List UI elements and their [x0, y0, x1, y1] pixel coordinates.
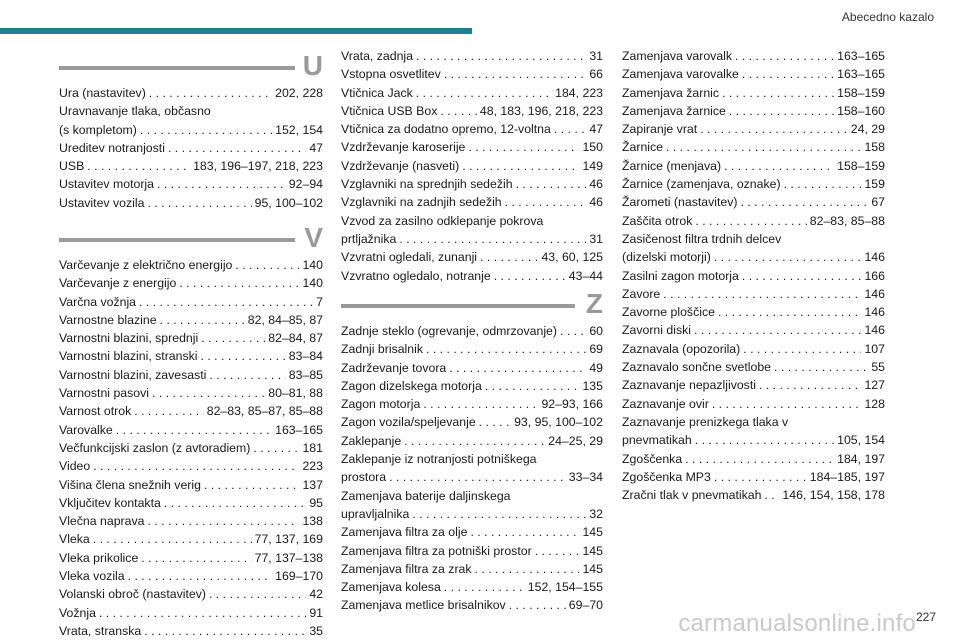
- index-entry: Zavorni diski . . . 146: [622, 321, 885, 339]
- index-entries: [341, 47, 603, 285]
- section-rule: [59, 238, 295, 242]
- index-entry: Zamenjava filtra za potniški prostor . . . 145: [341, 542, 603, 560]
- index-entry: Varčna vožnja . . . 7: [59, 293, 323, 311]
- section-heading-v: [59, 220, 323, 256]
- index-entry: Zaznavalo sončne svetlobe . . . 55: [622, 358, 885, 376]
- index-entry: Ura (nastavitev) . . . 202, 228: [59, 84, 323, 102]
- index-entry: Zamenjava filtra za olje . . . 145: [341, 523, 603, 541]
- index-entry: Zaznavanje nepazljivosti . . . 127: [622, 376, 885, 394]
- index-entry: Zgoščenka MP3 . . . 184–185, 197: [622, 468, 885, 486]
- index-section-u: [59, 48, 323, 212]
- index-entry: Video . . . 223: [59, 457, 323, 475]
- index-entry: Vzvratno ogledalo, notranje . . . 43–44: [341, 267, 603, 285]
- index-entries: [622, 47, 885, 504]
- index-entry: Zaznavanje ovir . . . 128: [622, 395, 885, 413]
- index-entry: Varnostne blazine . . . 82, 84–85, 87: [59, 311, 323, 329]
- index-entry: Vključitev kontakta . . . 95: [59, 494, 323, 512]
- section-heading-z: [341, 286, 603, 322]
- index-entry: Višina člena snežnih verig . . . 137: [59, 476, 323, 494]
- index-entry: Zavore . . . 146: [622, 285, 885, 303]
- index-entry: Zasilni zagon motorja . . . 166: [622, 267, 885, 285]
- index-entry: Zamenjava žarnice . . . 158–160: [622, 102, 885, 120]
- index-entry: Varčevanje z električno energijo . . . 140: [59, 256, 323, 274]
- index-entry: Vrata, zadnja . . . 31: [341, 47, 603, 65]
- page-number: 227: [915, 610, 936, 624]
- index-entry: Vzvod za zasilno odklepanje pokrova prtljažnika . . . 31: [341, 212, 603, 249]
- index-entry: Zamenjava žarnic . . . 158–159: [622, 84, 885, 102]
- index-entries: [59, 84, 323, 212]
- section-letter: Z: [585, 288, 603, 319]
- index-entry: Zračni tlak v pnevmatikah . . . 146, 154, 158, 178: [622, 486, 885, 504]
- index-entry: Zapiranje vrat . . . 24, 29: [622, 120, 885, 138]
- index-entry: Zagon dizelskega motorja . . . 135: [341, 377, 603, 395]
- index-entry: Zamenjava varovalk . . . 163–165: [622, 47, 885, 65]
- section-rule: [341, 304, 575, 308]
- section-heading-u: [59, 48, 323, 84]
- watermark: carmanualsonline.info: [678, 610, 916, 637]
- index-entry: Varnostni blazini, sprednji . . . 82–84, 87: [59, 329, 323, 347]
- header-accent-bar: [0, 28, 472, 34]
- index-entry: Vtičnica USB Box . . . 48, 183, 196, 218, 223: [341, 102, 603, 120]
- index-entry: Vleka . . . 77, 137, 169: [59, 530, 323, 548]
- index-entry: Varnostni blazini, stranski . . . 83–84: [59, 347, 323, 365]
- index-entry: Zamenjava filtra za zrak . . . 145: [341, 560, 603, 578]
- index-entry: Zagon motorja . . . 92–93, 166: [341, 395, 603, 413]
- index-section-v-continued: [341, 47, 603, 285]
- index-entry: Vtičnica Jack . . . 184, 223: [341, 84, 603, 102]
- index-entry: Žarnice . . . 158: [622, 138, 885, 156]
- index-entry: Zaznavala (opozorila) . . . 107: [622, 340, 885, 358]
- index-entry: Vtičnica za dodatno opremo, 12-voltna . . . 47: [341, 120, 603, 138]
- index-entry: Žarometi (nastavitev) . . . 67: [622, 193, 885, 211]
- index-entries: [341, 322, 603, 615]
- index-entry: Zgoščenka . . . 184, 197: [622, 450, 885, 468]
- index-entry: Ustavitev vozila . . . 95, 100–102: [59, 194, 323, 212]
- index-entry: Žarnice (zamenjava, oznake) . . . 159: [622, 175, 885, 193]
- section-letter: V: [304, 222, 323, 253]
- index-entry: Zadnje steklo (ogrevanje, odmrzovanje) . . . 60: [341, 322, 603, 340]
- index-entry: Zamenjava metlice brisalnikov . . . 69–70: [341, 596, 603, 614]
- index-entry: Vzglavniki na zadnjih sedežih . . . 46: [341, 193, 603, 211]
- index-section-v: [59, 220, 323, 640]
- index-entry: Volanski obroč (nastavitev) . . . 42: [59, 585, 323, 603]
- index-entry: Varčevanje z energijo . . . 140: [59, 274, 323, 292]
- index-entry: Uravnavanje tlaka, občasno (s kompletom) . . . 152, 154: [59, 102, 323, 139]
- index-entry: Vzdrževanje karoserije . . . 150: [341, 138, 603, 156]
- index-entry: Vzdrževanje (nasveti) . . . 149: [341, 157, 603, 175]
- index-entry: Vzvratni ogledali, zunanji . . . 43, 60, 125: [341, 248, 603, 266]
- index-entry: Varnostni pasovi . . . 80–81, 88: [59, 384, 323, 402]
- index-entry: Večfunkcijski zaslon (z avtoradiem) . . . 181: [59, 439, 323, 457]
- index-entry: Zagon vozila/speljevanje . . . 93, 95, 100–102: [341, 413, 603, 431]
- index-entry: Varnostni blazini, zavesasti . . . 83–85: [59, 366, 323, 384]
- index-entry: Varovalke . . . 163–165: [59, 421, 323, 439]
- index-entry: Žarnice (menjava) . . . 158–159: [622, 157, 885, 175]
- index-entry: Vožnja . . . 91: [59, 604, 323, 622]
- index-section-z: [341, 286, 603, 615]
- index-section-z-continued: [622, 47, 885, 504]
- index-entry: Vleka vozila . . . 169–170: [59, 567, 323, 585]
- section-rule: [59, 66, 295, 70]
- index-entry: USB . . . 183, 196–197, 218, 223: [59, 157, 323, 175]
- index-entry: Zamenjava kolesa . . . 152, 154–155: [341, 578, 603, 596]
- index-entry: Ustavitev motorja . . . 92–94: [59, 175, 323, 193]
- index-entry: Zaščita otrok . . . 82–83, 85–88: [622, 212, 885, 230]
- section-letter: U: [302, 50, 323, 81]
- index-entry: Zaznavanje prenizkega tlaka v pnevmatikah . . . 105, 154: [622, 413, 885, 450]
- index-entries: [59, 256, 323, 640]
- index-entry: Ureditev notranjosti . . . 47: [59, 139, 323, 157]
- index-entry: Zaklepanje iz notranjosti potniškega prostora . . . 33–34: [341, 450, 603, 487]
- index-entry: Vlečna naprava . . . 138: [59, 512, 323, 530]
- index-entry: Zasičenost filtra trdnih delcev (dizelski motorji) . . . 146: [622, 230, 885, 267]
- index-entry: Vrata, stranska . . . 35: [59, 622, 323, 640]
- index-entry: Varnost otrok . . . 82–83, 85–87, 85–88: [59, 402, 323, 420]
- index-entry: Zavorne ploščice . . . 146: [622, 303, 885, 321]
- index-entry: Vstopna osvetlitev . . . 66: [341, 65, 603, 83]
- index-entry: Zamenjava varovalke . . . 163–165: [622, 65, 885, 83]
- index-entry: Vzglavniki na sprednjih sedežih . . . 46: [341, 175, 603, 193]
- index-entry: Zamenjava baterije daljinskega upravljalnika . . . 32: [341, 487, 603, 524]
- index-entry: Zaklepanje . . . 24–25, 29: [341, 432, 603, 450]
- page-header-title: Abecedno kazalo: [841, 10, 934, 24]
- index-entry: Zadnji brisalnik . . . 69: [341, 340, 603, 358]
- index-entry: Zadrževanje tovora . . . 49: [341, 359, 603, 377]
- index-entry: Vleka prikolice . . . 77, 137–138: [59, 549, 323, 567]
